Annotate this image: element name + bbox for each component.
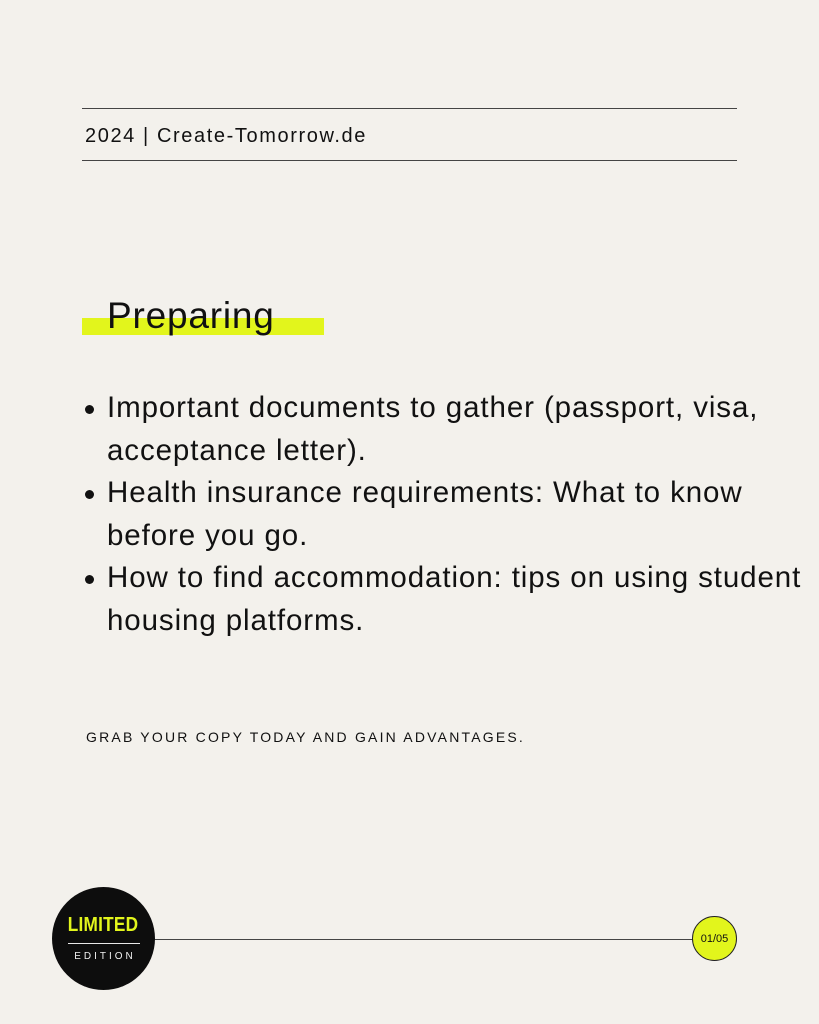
bullet-text: Important documents to gather (passport, visa, acceptance letter). [107, 391, 759, 467]
section-title: Preparing [107, 295, 275, 336]
limited-edition-badge [52, 887, 155, 990]
header-text: 2024 | Create-Tomorrow.de [85, 125, 367, 147]
call-to-action-text: GRAB YOUR COPY TODAY AND GAIN ADVANTAGES. [86, 729, 526, 745]
footer-divider [150, 939, 695, 940]
bullet-item [82, 472, 802, 557]
badge-divider [68, 943, 140, 944]
bullet-dot-icon [85, 575, 94, 584]
bullet-text: How to find accommodation: tips on using student housing platforms. [107, 561, 802, 637]
bullet-item [82, 387, 802, 472]
bullet-dot-icon [85, 405, 94, 414]
bullet-list [82, 387, 802, 642]
bullet-item [82, 557, 802, 642]
bullet-text: Health insurance requirements: What to know before you go. [107, 476, 743, 552]
badge-top-label: LIMITED [68, 914, 139, 936]
badge-bottom-label: EDITION [74, 951, 136, 962]
page-counter: 01/05 [692, 916, 737, 961]
header-bottom-divider [82, 160, 737, 161]
bullet-dot-icon [85, 490, 94, 499]
header-top-divider [82, 108, 737, 109]
